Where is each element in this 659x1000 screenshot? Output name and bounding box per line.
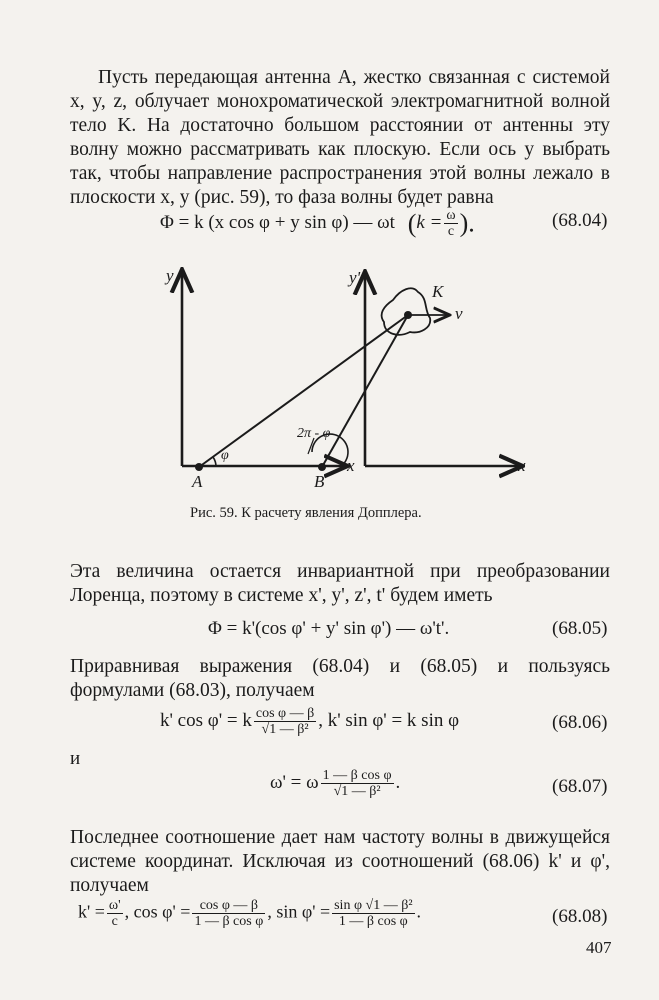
label-y: y (166, 266, 174, 285)
label-phi: φ (221, 448, 229, 463)
figure-59-diagram (0, 262, 659, 492)
conjunction-and: и (70, 748, 81, 769)
ray-a-to-k (199, 315, 408, 467)
point-k (404, 311, 412, 319)
label-a: A (192, 472, 203, 491)
equation-68-05: Φ = k'(cos φ' + y' sin φ') — ω't'. (208, 618, 450, 639)
label-b: B (314, 472, 325, 491)
label-v: v (455, 304, 463, 323)
label-y-prime: y' (349, 268, 361, 287)
page-number: 407 (586, 938, 612, 957)
equation-number-68-05: (68.05) (552, 618, 608, 639)
equation-68-08: k' = $\frac{\omega'}{c}$ , cos φ' = $\frac{\text{cos φ — β}}{\text{1 — β cos φ}}$ , sin φ' = $\frac{\text{sin φ √1 — β²}}{\text{1 — β cos φ}}$ . (78, 898, 422, 929)
paragraph-lorentz: Эта величина остается инвариантной при преобразовании Лоренца, поэтому в системе x', y', z', t' будем иметь (70, 561, 610, 606)
label-2pi-minus-phi: 2π - φ (297, 426, 331, 441)
paragraph-frequency: Последнее соотношение дает нам частоту волны в движущейся системе координат. Исключая из соотношений (68.06) k' и φ', получаем (70, 827, 610, 896)
paragraph-equating: Приравнивая выражения (68.04) и (68.05) и пользуясь формулами (68.03), получаем (70, 656, 610, 701)
paragraph-intro: Пусть передающая антенна A, жестко связанная с системой x, y, z, облучает монохроматической электромагнитной волной тело K. На достаточно большом расстоянии от антенны эту волну можно рассматривать как плоскую. Если ось y выбрать так, чтобы направление распространения этой волны лежало в плоскости x, y (рис. 59), то фаза волны будет равна (70, 67, 610, 208)
label-x-prime: x (518, 456, 526, 475)
label-k: K (432, 282, 444, 301)
equation-68-04: Φ = k (x cos φ + y sin φ) — ωt (k = $\frac{\omega}{c}$ ). (160, 208, 475, 239)
equation-number-68-06: (68.06) (552, 712, 608, 733)
figure-caption: Рис. 59. К расчету явления Допплера. (190, 505, 422, 521)
equation-number-68-04: (68.04) (552, 210, 608, 231)
equation-68-06: k' cos φ' = k $\frac{\text{cos φ — β}}{\text{√1 — β²}}$ , k' sin φ' = k sin φ (160, 706, 460, 737)
label-x: x (347, 456, 355, 475)
equation-number-68-08: (68.08) (552, 906, 608, 927)
equation-number-68-07: (68.07) (552, 776, 608, 797)
k-definition: k = (416, 211, 443, 233)
equation-68-07: ω' = ω $\frac{\text{1 — β cos φ}}{\text{√1 — β²}}$ . (270, 768, 401, 799)
point-b (318, 463, 326, 471)
equation-68-04-body: Φ = k (x cos φ + y sin φ) — ωt (160, 211, 395, 233)
point-a (195, 463, 203, 471)
